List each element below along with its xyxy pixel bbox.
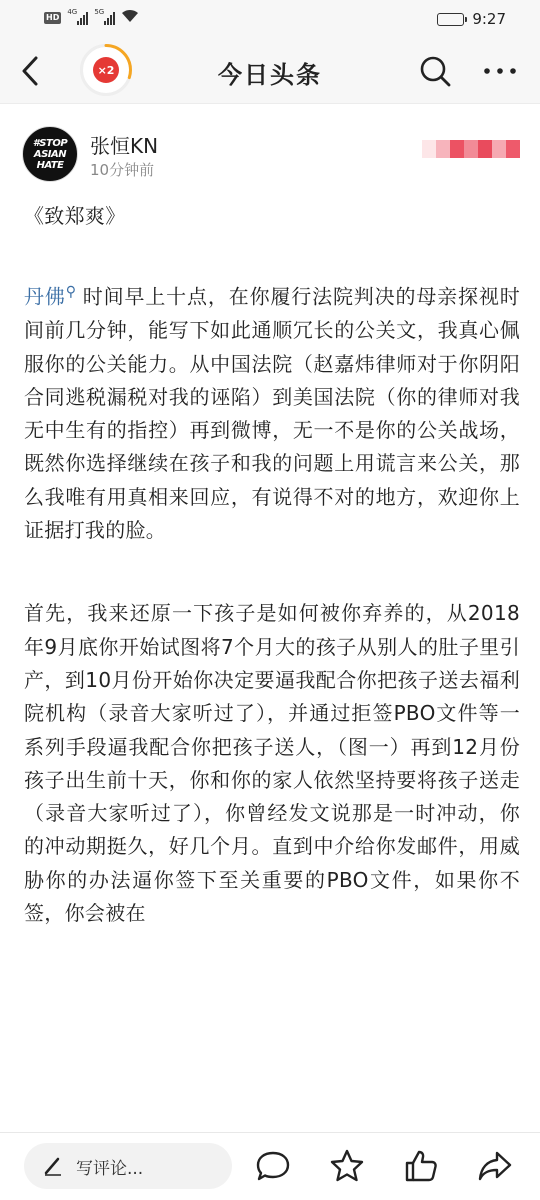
top-nav-bar bbox=[0, 38, 540, 104]
article-body bbox=[24, 200, 520, 930]
status-right bbox=[437, 10, 506, 28]
more-dots-icon bbox=[480, 54, 520, 88]
comment-input[interactable]: 写评论... bbox=[24, 1143, 232, 1189]
wifi-icon bbox=[121, 9, 139, 26]
article-paragraph-1: 丹佛⚲ 时间早上十点，在你履行法院判决的母亲探视时间前几分钟，能写下如此通顺冗长的公关文，我真心佩服你的公关能力。从中国法院（赵嘉炜律师对于你阴阳合同逃税漏税对我的诬陷）到美国法院（你的律师对我无中生有的指控）再到微博，无一不是你的公关战场，既然你选择继续在孩子和我的问题上用谎言来公关，那么我唯有用真相来回应，有说得不对的地方，欢迎你上证据打我的脸。 bbox=[24, 284, 520, 543]
status-left bbox=[44, 9, 139, 26]
signal-icon-sim2: 5G bbox=[94, 11, 115, 25]
search-icon[interactable]: ⚲ bbox=[65, 284, 77, 301]
avatar[interactable]: #STOP ASIAN HATE bbox=[22, 126, 78, 182]
status-bar bbox=[0, 0, 540, 38]
double-reward-badge[interactable] bbox=[80, 44, 132, 96]
share-button[interactable] bbox=[476, 1147, 514, 1185]
search-button[interactable] bbox=[418, 54, 452, 88]
back-button[interactable] bbox=[16, 53, 46, 89]
paragraph-spacer bbox=[24, 547, 520, 597]
bottom-action-bar bbox=[0, 1132, 540, 1200]
search-icon bbox=[418, 54, 452, 88]
article-paragraph-2: 首先，我来还原一下孩子是如何被你弃养的，从2018年9月底你开始试图将7个月大的孩子从别人的肚子里引产，到10月份开始你决定要逼我配合你把孩子送去福利院机构（录音大家听过了），并通过拒签PBO文件等一系列手段逼我配合你把孩子送人，（图一）再到12月份孩子出生前十天，你和你的家人依然坚持要将孩子送走（录音大家听过了），你曾经发文说那是一时冲动，你的冲动期挺久，好几个月。直到中介给你发邮件，用威胁你的办法逼你签下至关重要的PBO文件，如果你不签，你会被在 bbox=[24, 601, 520, 925]
share-icon bbox=[476, 1147, 514, 1185]
chevron-left-icon bbox=[16, 53, 46, 89]
reward-multiplier-icon: ×2 bbox=[93, 57, 119, 83]
favorite-button[interactable] bbox=[328, 1147, 366, 1185]
follow-button[interactable] bbox=[422, 140, 520, 158]
hd-badge: HD bbox=[46, 12, 60, 22]
like-button[interactable] bbox=[402, 1147, 440, 1185]
comment-button[interactable] bbox=[254, 1147, 292, 1185]
article-title: 《致郑爽》 bbox=[24, 204, 126, 228]
location-link[interactable]: 丹佛 bbox=[24, 284, 66, 309]
battery-icon bbox=[437, 13, 464, 26]
page-title: 今日头条 bbox=[218, 61, 322, 89]
signal-icon-sim1: 4G bbox=[67, 11, 88, 25]
pen-icon bbox=[42, 1155, 64, 1177]
comment-icon bbox=[254, 1147, 292, 1185]
author-name[interactable]: 张恒KN bbox=[90, 134, 159, 158]
like-icon bbox=[402, 1147, 440, 1185]
star-icon bbox=[328, 1147, 366, 1185]
post-time: 10分钟前 bbox=[90, 161, 155, 179]
more-button[interactable] bbox=[480, 54, 520, 88]
clock: 9:27 bbox=[472, 10, 506, 28]
author-row bbox=[0, 118, 540, 188]
